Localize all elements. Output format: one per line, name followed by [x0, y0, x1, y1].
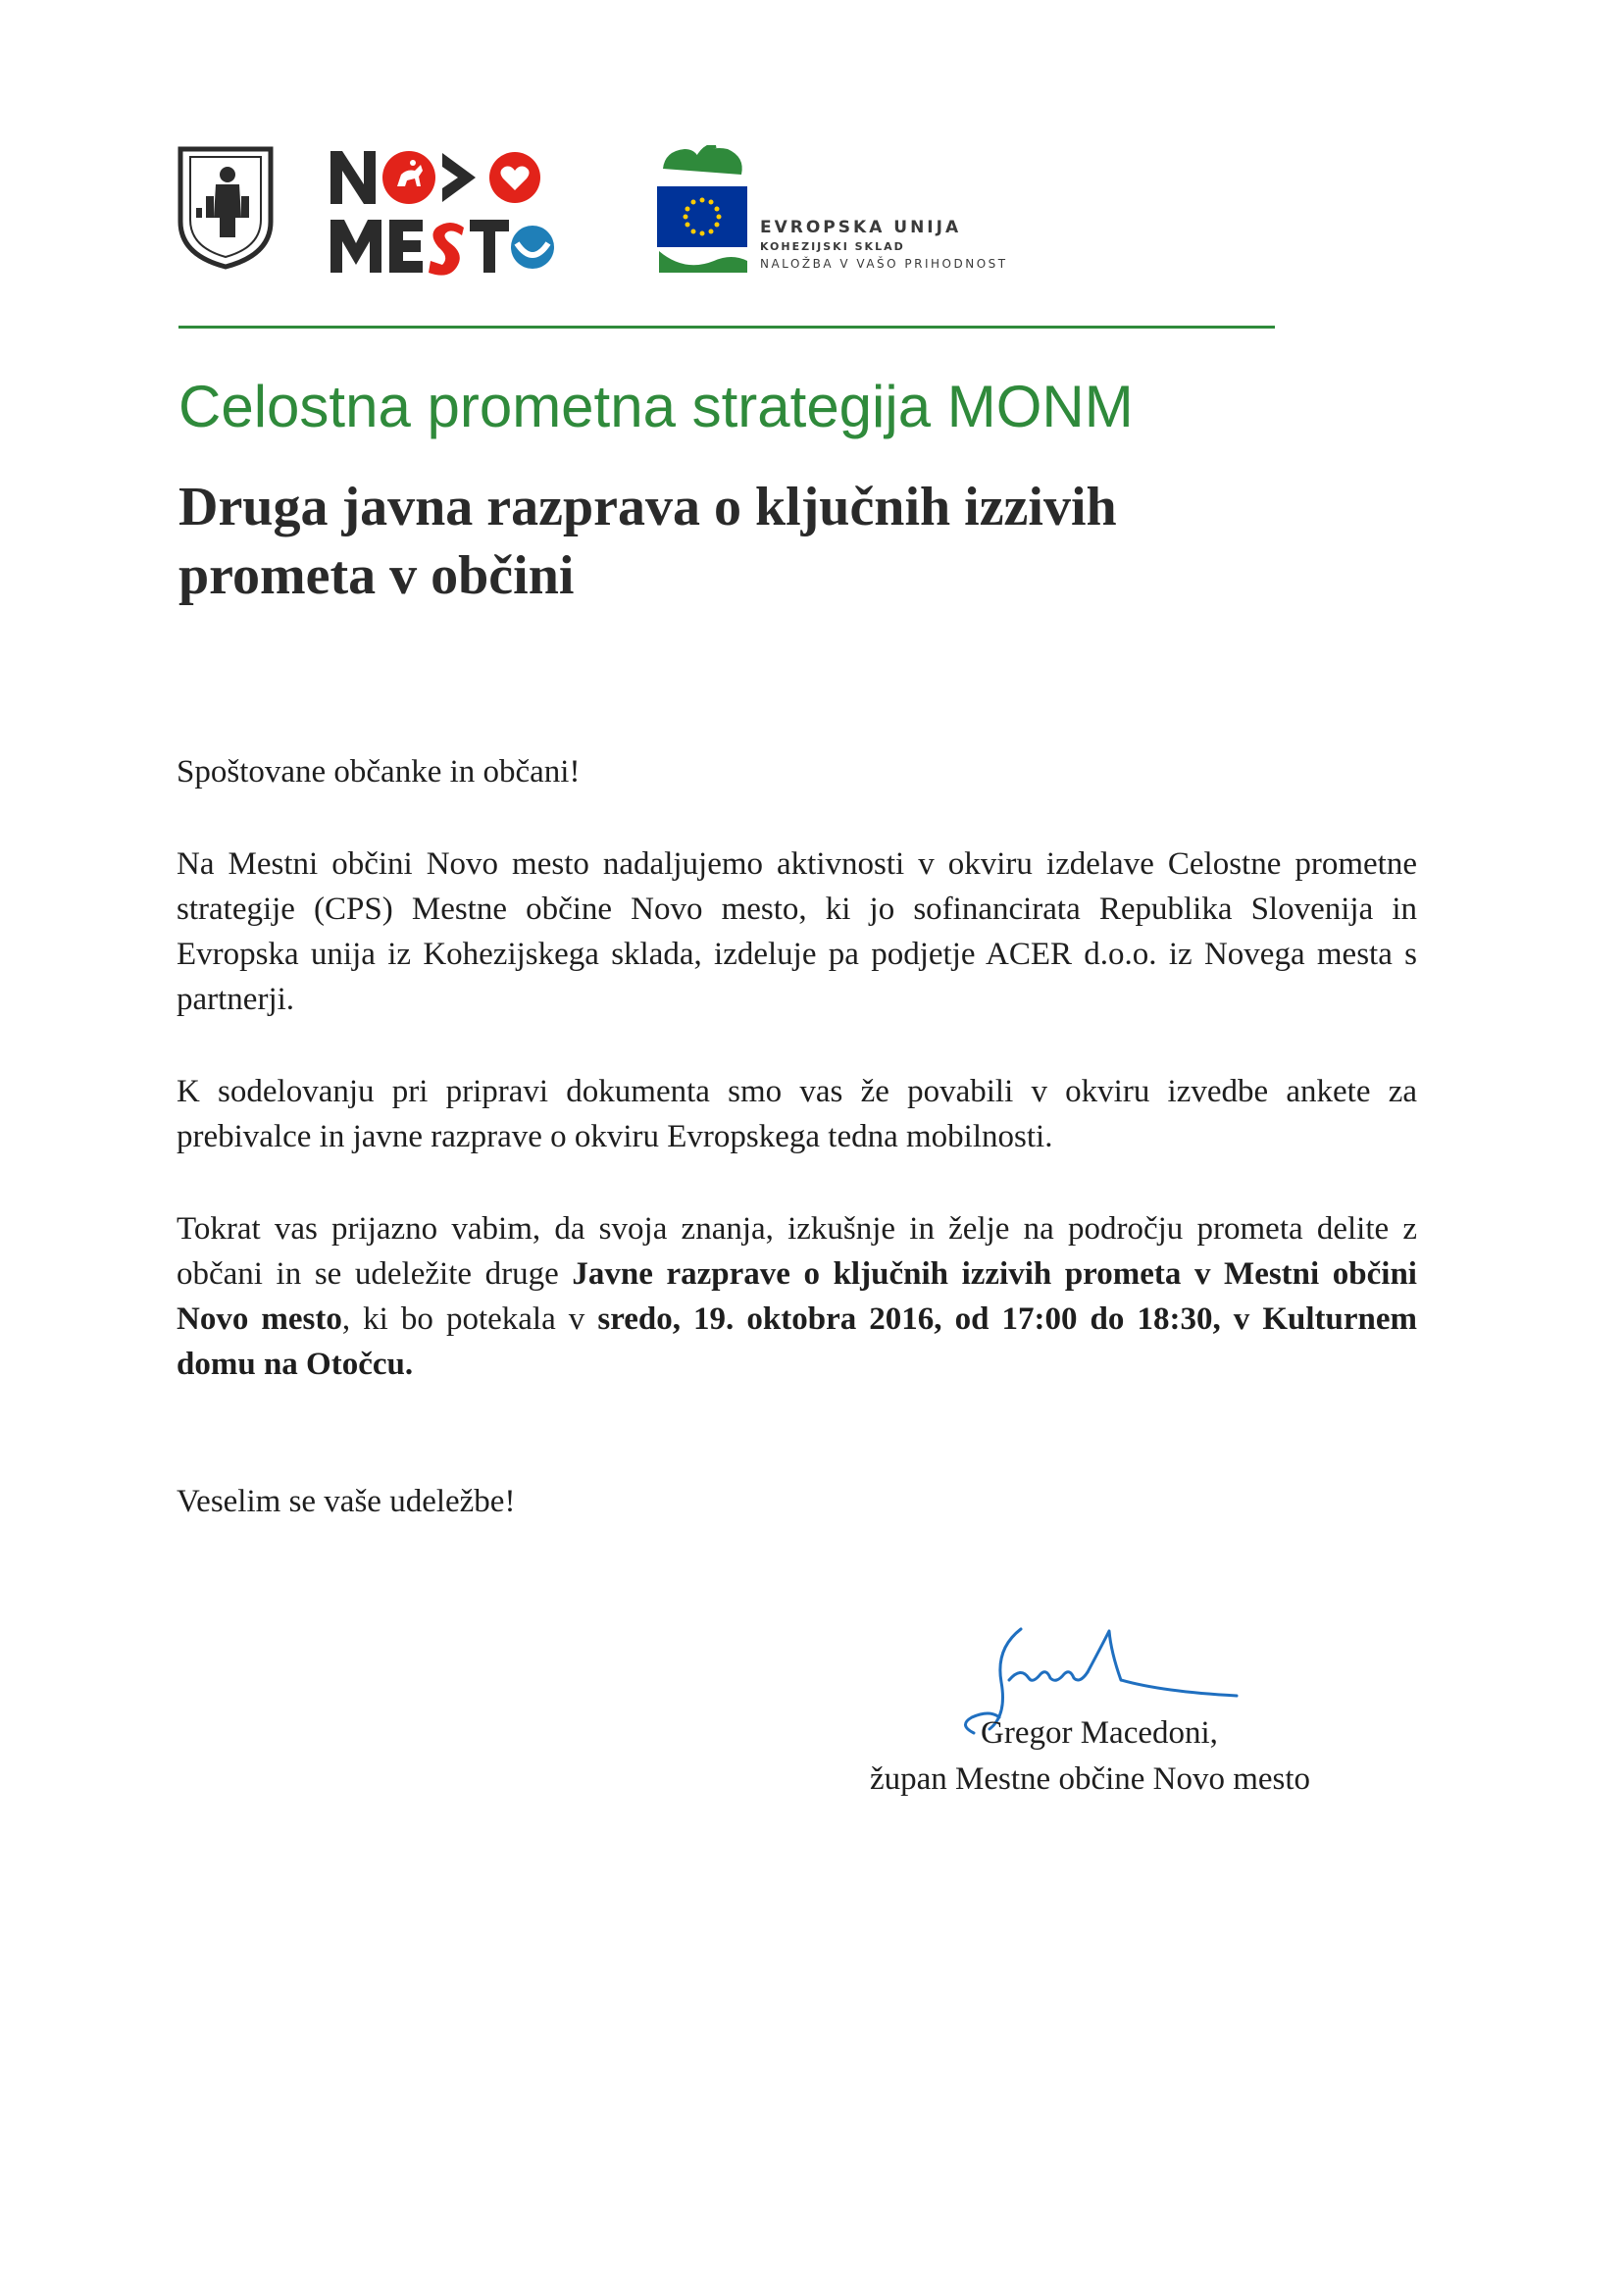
paragraph-3-text-2: , ki bo potekala v — [341, 1301, 598, 1337]
eu-logo-line3: NALOŽBA V VAŠO PRIHODNOST — [760, 257, 1008, 271]
paragraph-3-text-1: Tokrat vas prijazno vabim, da svoja znanja, izkušnje in želje na področju prometa delite z občani in se udeležite druge — [177, 1211, 1417, 1292]
eu-logo-line1: EVROPSKA UNIJA — [760, 218, 962, 237]
paragraph-3-event-datetime: sredo, 19. oktobra 2016, od 17:00 do 18:30, v Kulturnem domu na Otočcu. — [177, 1301, 1417, 1382]
paragraph-2: K sodelovanju pri pripravi dokumenta smo vas že povabili v okviru izvedbe ankete za prebivalce in javne razprave o okviru Evropskega tedna mobilnosti. — [177, 1074, 1417, 1154]
header-divider — [178, 326, 1275, 329]
document-title-line1: Druga javna razprava o ključnih izzivih — [178, 477, 1117, 537]
eu-logo-line2: KOHEZIJSKI SKLAD — [760, 240, 905, 253]
greeting: Spoštovane občanke in občani! — [177, 754, 581, 790]
eu-logo-text — [760, 218, 1008, 271]
paragraph-3 — [177, 1206, 1417, 1387]
paragraph-1: Na Mestni občini Novo mesto nadaljujemo aktivnosti v okviru izdelave Celostne prometne strategije (CPS) Mestne občine Novo mesto, ki jo sofinancirata Republika Slovenija in Evropska unija iz Kohezijskega sklada, izdeluje pa podjetje ACER d.o.o. iz Novega mesta s partnerji. — [177, 846, 1417, 1017]
signatory-role: župan Mestne občine Novo mesto — [870, 1761, 1311, 1797]
novo-mesto-coat-of-arms-icon — [177, 145, 275, 271]
document-title — [178, 473, 1355, 610]
signatory-name: Gregor Macedoni, — [981, 1715, 1218, 1751]
document-subtitle: Celostna prometna strategija MONM — [178, 374, 1134, 439]
closing-line: Veselim se vaše udeležbe! — [177, 1484, 516, 1519]
paragraph-3-event-name: Javne razprave o ključnih izzivih prometa v Mestni občini Novo mesto — [177, 1256, 1417, 1337]
novo-mesto-logo — [329, 145, 554, 278]
document-title-line2: prometa v občini — [178, 545, 575, 606]
eu-flag-apple-icon — [655, 145, 753, 275]
